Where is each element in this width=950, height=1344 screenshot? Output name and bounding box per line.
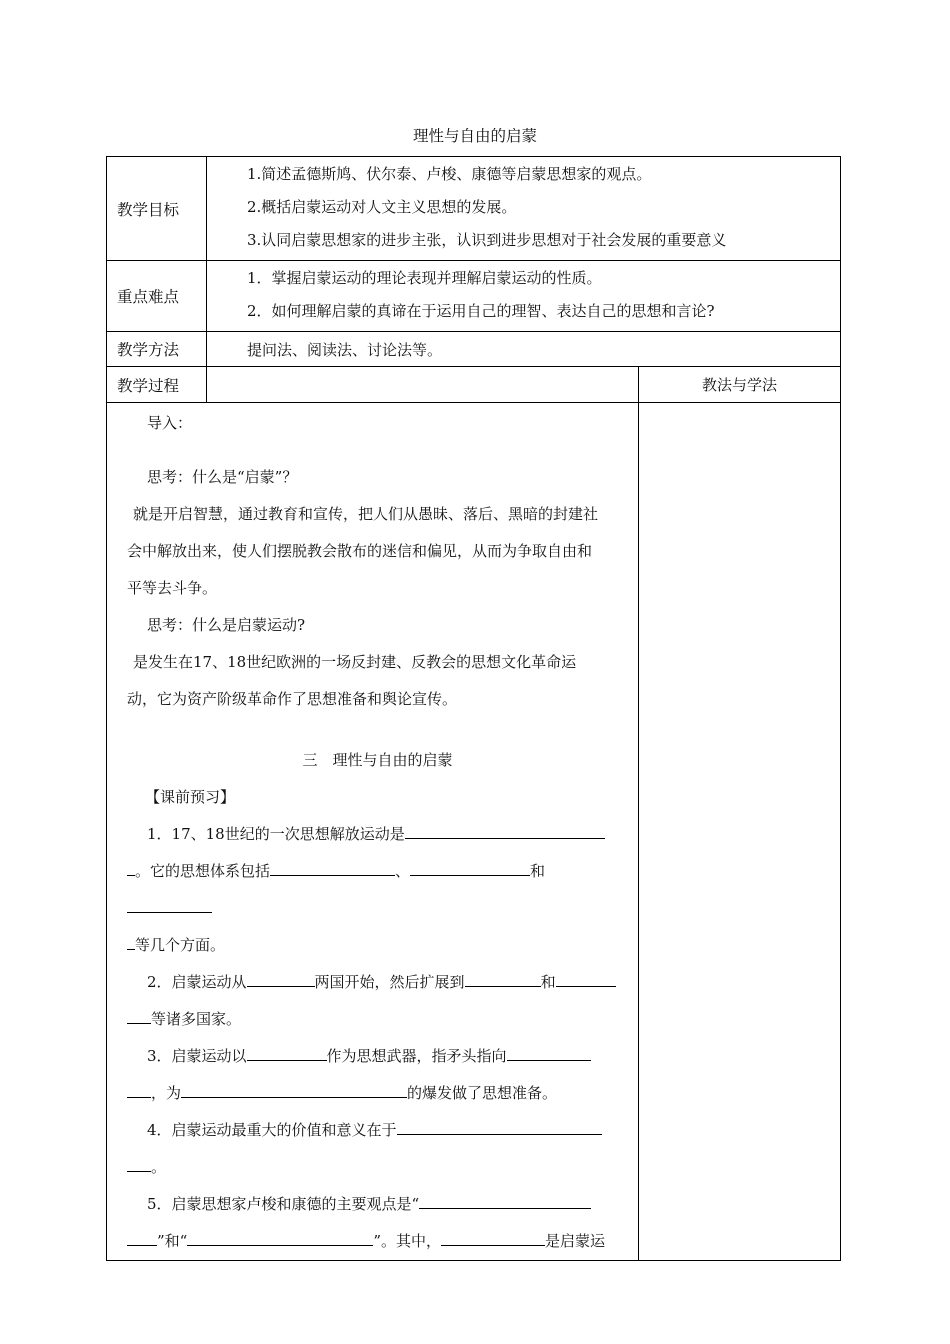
answer-2-line-2: 动，它为资产阶级革命作了思想准备和舆论宣传。 [127, 690, 458, 708]
blank[interactable] [247, 1042, 327, 1061]
answer-1-line-3: 平等去斗争。 [127, 579, 218, 597]
objective-3: 3.认同启蒙思想家的进步主张，认识到进步思想对于社会发展的重要意义 [247, 231, 727, 249]
blank[interactable] [556, 968, 616, 987]
blank[interactable] [127, 1227, 157, 1246]
exercise-1-line-2: 。它的思想体系包括 、 和 [127, 853, 628, 927]
exercise-1-line-1: 1．17、18世纪的一次思想解放运动是 [127, 816, 628, 853]
objective-1: 1.简述孟德斯鸠、伏尔泰、卢梭、康德等启蒙思想家的观点。 [247, 165, 652, 183]
objectives-label: 教学目标 [107, 157, 207, 261]
methods-label: 教学方法 [107, 332, 207, 367]
blank[interactable] [247, 968, 315, 987]
key-points-label: 重点难点 [107, 261, 207, 332]
key-points-row [107, 261, 841, 332]
blank[interactable] [127, 1153, 151, 1172]
objective-2: 2.概括启蒙运动对人文主义思想的发展。 [247, 198, 517, 216]
blank[interactable] [187, 1227, 373, 1246]
blank[interactable] [127, 1005, 151, 1024]
methods-text: 提问法、阅读法、讨论法等。 [207, 332, 841, 367]
blank[interactable] [127, 857, 135, 876]
blank[interactable] [181, 1079, 407, 1098]
blank[interactable] [405, 820, 605, 839]
blank[interactable] [397, 1116, 602, 1135]
process-content [107, 403, 639, 1261]
blank[interactable] [127, 931, 135, 950]
objectives-cell [207, 157, 841, 261]
objectives-row [107, 157, 841, 261]
process-header-row [107, 367, 841, 403]
key-point-2: 2．如何理解启蒙的真谛在于运用自己的理智、表达自己的思想和言论? [247, 302, 715, 320]
lesson-plan-table [106, 156, 841, 1261]
answer-1-line-2: 会中解放出来，使人们摆脱教会散布的迷信和偏见，从而为争取自由和 [127, 542, 593, 560]
process-label: 教学过程 [107, 367, 207, 403]
intro-text: 导入： [147, 414, 193, 432]
exercise-5-line-1: 5．启蒙思想家卢梭和康德的主要观点是“ [127, 1186, 628, 1223]
document-title: 理性与自由的启蒙 [412, 127, 537, 145]
exercise-5-line-2: ”和“ ”。其中， 是启蒙运 [127, 1223, 628, 1260]
answer-1-line-1: 就是开启智慧，通过教育和宣传，把人们从愚昧、落后、黑暗的封建社 [133, 505, 599, 523]
methods-notes-column [639, 403, 841, 1261]
exercise-4-line-1: 4．启蒙运动最重大的价值和意义在于 [127, 1112, 628, 1149]
blank[interactable] [127, 894, 212, 913]
exercise-3-line-1: 3．启蒙运动以 作为思想武器，指矛头指向 [127, 1038, 628, 1075]
blank[interactable] [419, 1190, 591, 1209]
exercise-1-line-3: 等几个方面。 [127, 927, 628, 964]
question-2: 思考：什么是启蒙运动? [147, 616, 306, 634]
exercise-2-line-1: 2．启蒙运动从 两国开始，然后扩展到 和 [127, 964, 628, 1001]
answer-2-line-1: 是发生在17、18世纪欧洲的一场反封建、反教会的思想文化革命运 [133, 653, 577, 671]
key-point-1: 1．掌握启蒙运动的理论表现并理解启蒙运动的性质。 [247, 269, 602, 287]
blank[interactable] [441, 1227, 545, 1246]
blank[interactable] [270, 857, 395, 876]
preview-heading: 【课前预习】 [145, 788, 236, 806]
question-1: 思考：什么是“启蒙”？ [147, 468, 298, 486]
section-heading: 三 理性与自由的启蒙 [302, 751, 453, 769]
methods-header: 教法与学法 [639, 367, 841, 403]
exercise-3-line-2: ，为 的爆发做了思想准备。 [127, 1075, 628, 1112]
process-header-blank [207, 367, 639, 403]
blank[interactable] [127, 1079, 151, 1098]
exercise-4-line-2: 。 [127, 1149, 628, 1186]
process-body-row [107, 403, 841, 1261]
blank[interactable] [507, 1042, 591, 1061]
methods-row [107, 332, 841, 367]
key-points-cell [207, 261, 841, 332]
blank[interactable] [465, 968, 541, 987]
blank[interactable] [410, 857, 530, 876]
exercise-2-line-2: 等诸多国家。 [127, 1001, 628, 1038]
